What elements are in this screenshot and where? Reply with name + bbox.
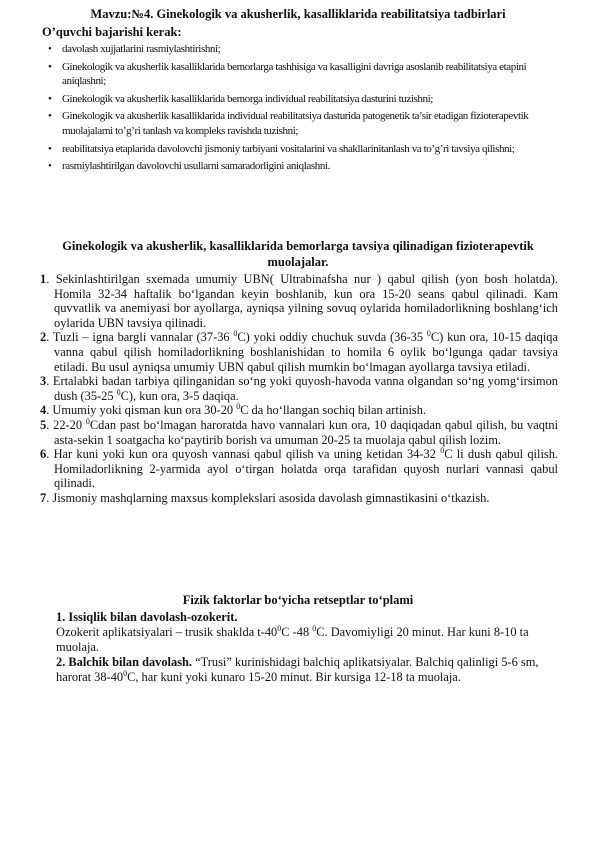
bullet-icon: • (48, 92, 52, 105)
text-fragment: “Trusi” kurinishidagi balchiq aplikatsiyalar. Balchiq qalinligi 5-6 sm, harorat 38-40 (56, 655, 539, 684)
text-fragment: . Jismoniy mashqlarning maxsus komplekslari asosida davolash gimnastikasini o‘tkazish. (46, 490, 490, 505)
procedure-item (36, 447, 558, 491)
procedure-number: 6 (40, 447, 47, 462)
topic-title: Mavzu:№4. Ginekologik va akusherlik, kasalliklarida reabilitatsiya tadbirlari (90, 7, 506, 21)
text-fragment: . Tuzli – igna bargli vannalar (37-36 (46, 330, 234, 345)
text-fragment: C -48 (281, 625, 313, 639)
task-text: Ginekologik va akusherlik kasalliklarida bemorlarga tashhisiga va kasalligini davriga asoslanib reabilitatsiya etapini aniqlashni; (62, 60, 527, 88)
task-text: davolash xujjatlarini rasmiylashtirishni; (62, 43, 221, 55)
text-fragment: C) kun ora, 10-15 daqiqa vanna qabul qilish homiladorlikning boshlanishidan to homila 6 oylik bo‘lgunga qadar tavsiya etiladi. Bu usul ayniqsa umumiy UBN qabul qilish mumkin bo‘lmagan ayollarga tavsiya etiladi. (54, 330, 558, 374)
text-fragment: . Har kuni yoki kun ora quyosh vannasi qabul qilish va uning ketidan 34-32 (46, 447, 441, 462)
procedure-number: 4 (40, 403, 47, 418)
procedure-item (36, 491, 558, 506)
text-fragment: C li dush qabul qilish. Homiladorlikning 2-yarmida ayol o‘tirgan holatda orqa tarafidan quyosh nurlari vannasi qabul qilinadi. (54, 447, 559, 491)
procedure-number: 7 (40, 490, 47, 505)
task-list (42, 42, 562, 177)
text-fragment: . 22-20 (46, 417, 86, 432)
task-text: Ginekologik va akusherlik kasalliklarida bemorga individual reabilitatsiya dasturini tuzishni; (62, 92, 433, 105)
degree-superscript: 0 (116, 387, 121, 397)
recipe-heading: 1. Issiqlik bilan davolash-ozokerit. (56, 610, 238, 624)
text-fragment: . Umumiy yoki qisman kun ora 30-20 (46, 403, 237, 418)
task-text: rasmiylashtirilgan davolovchi usullarni samaradorligini aniqlashni. (62, 160, 330, 173)
degree-superscript: 0 (440, 446, 445, 455)
degree-superscript: 0 (426, 329, 431, 339)
degree-superscript: 0 (123, 668, 128, 678)
task-item (42, 159, 562, 174)
procedure-number: 1 (40, 272, 47, 286)
text-fragment: C. Davomiyligi 20 minut. Har kuni 8-10 ta muolaja. (56, 625, 529, 654)
procedure-number: 5 (40, 417, 47, 432)
recipe-heading: 2. Balchik bilan davolash. (56, 655, 193, 669)
text-fragment: Ozokerit aplikatsiyalari – trusik shaklda t-40 (56, 625, 278, 639)
degree-superscript: 0 (312, 623, 317, 633)
degree-superscript: 0 (236, 402, 241, 412)
degree-superscript: 0 (233, 329, 238, 339)
recipe-item (56, 610, 544, 655)
bullet-icon: • (48, 43, 52, 55)
task-text: reabilitatsiya etaplarida davolovchi jismoniy tarbiyani vositalarini va shakllarinitanlash va to’g’ri tavsiya qilishni; (62, 142, 515, 155)
task-item (42, 60, 562, 89)
text-fragment: C), kun ora, 3-5 daqiqa. (120, 388, 239, 403)
text-fragment: C da ho‘llangan sochiq bilan artinish. (240, 403, 427, 418)
procedure-item (36, 418, 558, 447)
task-text: Ginekologik va akusherlik kasalliklarida individual reabilitatsiya dasturida patogenetik ta’sir etadigan fizioterapevtik muolajalarni to’g’ri tanlash va kompleks ravishda tuzishni; (62, 110, 529, 137)
procedure-list (36, 272, 558, 506)
tasks-header: O’quvchi bajarishi kerak: (42, 25, 182, 39)
text-fragment: C, har kuni yoki kunaro 15-20 minut. Bir kursiga 12-18 ta muolaja. (127, 670, 461, 684)
bullet-icon: • (48, 160, 52, 173)
recipe-list (56, 610, 544, 685)
degree-superscript: 0 (85, 416, 90, 426)
procedure-number: 2 (40, 330, 47, 345)
text-fragment: C) yoki oddiy chuchuk suvda (36-35 (237, 330, 427, 345)
task-item (42, 142, 562, 157)
text-fragment: . Sekinlashtirilgan sxemada umumiy UBN( Ultrabinafsha nur ) qabul qilish (yon bosh holatda). Homila 32-34 haftalik bo‘lgandan keyin boshlanib, kun ora 15-20 seans qabul qilinadi. Kam quvvatlik va anemiyasi bor ayollarga, ayniqsa yilning sovuq oylarida homiladorlikning boshlang‘ich oylarida UBN tavsiya qilinadi. (46, 272, 558, 330)
text-fragment: . Ertalabki badan tarbiya qilinganidan so‘ng yoki quyosh-havoda vanna olgandan so‘ng yomg‘irsimon dush (35-25 (46, 374, 558, 403)
recipe-item (56, 655, 544, 685)
recipes-title: Fizik faktorlar bo‘yicha retseptlar to‘plami (182, 593, 414, 607)
section-title: Ginekologik va akusherlik, kasalliklarida bemorlarga tavsiya qilinadigan fizioterapevtik muolajalar. (62, 239, 534, 269)
bullet-icon: • (48, 142, 52, 155)
procedure-item (36, 272, 558, 330)
procedure-item (36, 403, 558, 418)
bullet-icon: • (48, 60, 52, 73)
procedure-item (36, 374, 558, 403)
task-item (42, 42, 562, 57)
text-fragment: Cdan past bo‘lmagan haroratda havo vannalari kun ora, 10 daqiqadan qabul qilish, bu vaqtni asta-sekin 1 soatgacha ko‘paytirib borish va umuman 20-25 ta muolaja qabul qilish lozim. (54, 417, 559, 447)
procedure-number: 3 (40, 374, 47, 389)
procedure-item (36, 330, 558, 374)
task-item (42, 109, 562, 138)
bullet-icon: • (48, 110, 52, 123)
degree-superscript: 0 (277, 623, 282, 633)
task-item (42, 92, 562, 107)
